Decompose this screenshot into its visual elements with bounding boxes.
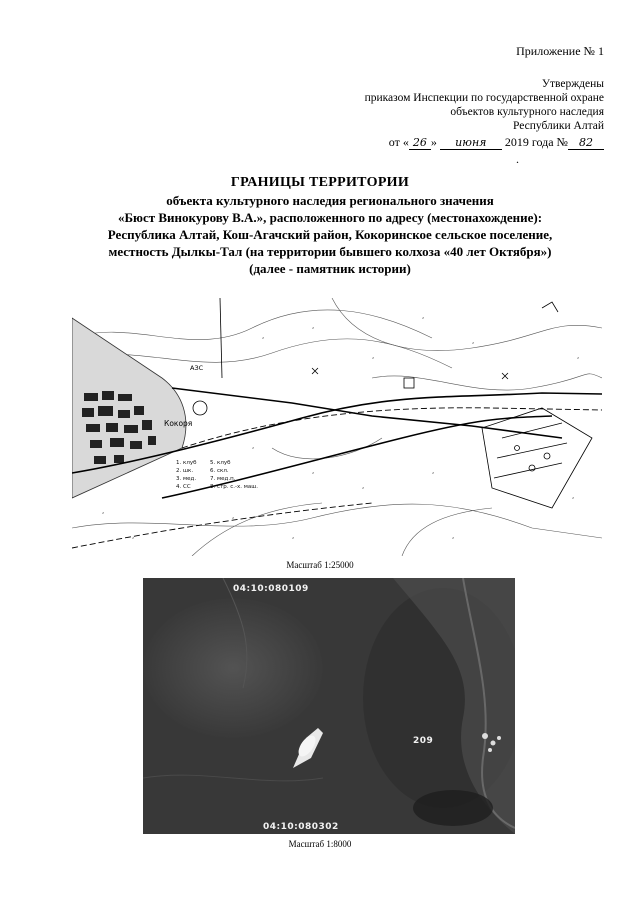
subtitle-line: (далее - памятник истории) xyxy=(249,261,411,276)
svg-text:,: , xyxy=(132,532,135,540)
cadastral-stamp-bottom: 04:10:080302 xyxy=(263,822,339,832)
approval-line: Республики Алтай xyxy=(512,120,604,132)
svg-text:,: , xyxy=(292,532,295,540)
approval-block xyxy=(284,77,604,133)
svg-text:,: , xyxy=(432,467,435,475)
svg-text:,: , xyxy=(472,337,475,345)
svg-text:,: , xyxy=(452,532,455,540)
svg-text:,: , xyxy=(372,352,375,360)
approval-line: объектов культурного наследия xyxy=(450,106,604,118)
topographic-map xyxy=(72,298,602,556)
svg-text:,: , xyxy=(102,507,105,515)
appendix-label: Приложение № 1 xyxy=(516,44,604,58)
map-legend-item: 6. скл. xyxy=(210,468,229,474)
date-month: июня xyxy=(440,136,502,150)
svg-text:,: , xyxy=(362,482,365,490)
subtitle-line: Республика Алтай, Кош-Агачский район, Кокоринское сельское поселение, xyxy=(107,227,553,242)
map-legend-item: 8. стр. с.-х. маш. xyxy=(210,484,259,490)
svg-text:,: , xyxy=(252,442,255,450)
date-year: 2019 года № xyxy=(504,135,568,149)
subtitle-line: объекта культурного наследия регионального значения xyxy=(166,193,494,208)
map-legend-item: 4. СС xyxy=(176,484,191,490)
subtitle-line: «Бюст Винокурову В.А.», расположенного по адресу (местонахождение): xyxy=(117,210,543,225)
svg-text:,: , xyxy=(572,492,575,500)
order-number: 82 xyxy=(568,136,604,150)
svg-text:,: , xyxy=(577,352,580,360)
document-subtitle xyxy=(60,192,600,277)
svg-text:,: , xyxy=(262,332,265,340)
map-legend-item: 3. мед. xyxy=(176,476,197,482)
cadastral-stamp-top: 04:10:080109 xyxy=(233,584,309,594)
svg-text:,: , xyxy=(312,467,315,475)
map-azs-label: АЗС xyxy=(190,364,204,372)
map-legend-item: 2. шк. xyxy=(176,468,194,474)
map-scale-caption: Масштаб 1:25000 xyxy=(286,560,354,570)
subtitle-line: местность Дылкы-Тал (на территории бывшего колхоза «40 лет Октября») xyxy=(108,244,552,259)
date-prefix: от « xyxy=(388,135,409,149)
order-date-line xyxy=(389,135,604,150)
approval-line: приказом Инспекции по государственной охране xyxy=(364,92,604,104)
satellite-image xyxy=(143,578,515,834)
svg-text:,: , xyxy=(422,312,425,320)
satellite-terrain xyxy=(143,578,515,834)
approval-line: Утверждены xyxy=(541,78,604,90)
svg-text:,: , xyxy=(312,322,315,330)
map-settlement-label: Кокоря xyxy=(164,419,193,428)
date-day: 26 xyxy=(409,136,431,150)
photo-scale-caption: Масштаб 1:8000 xyxy=(288,839,352,849)
cadastral-stamp-mid: 209 xyxy=(413,736,434,746)
map-legend-item: 1. клуб xyxy=(176,460,197,466)
stray-mark: . xyxy=(516,152,519,166)
document-title: ГРАНИЦЫ ТЕРРИТОРИИ xyxy=(230,175,410,190)
svg-text:,: , xyxy=(232,512,235,520)
map-legend-item: 5. клуб xyxy=(210,460,231,466)
map-legend-item: 7. мед.п. xyxy=(210,476,236,482)
date-mid: » xyxy=(430,135,437,149)
